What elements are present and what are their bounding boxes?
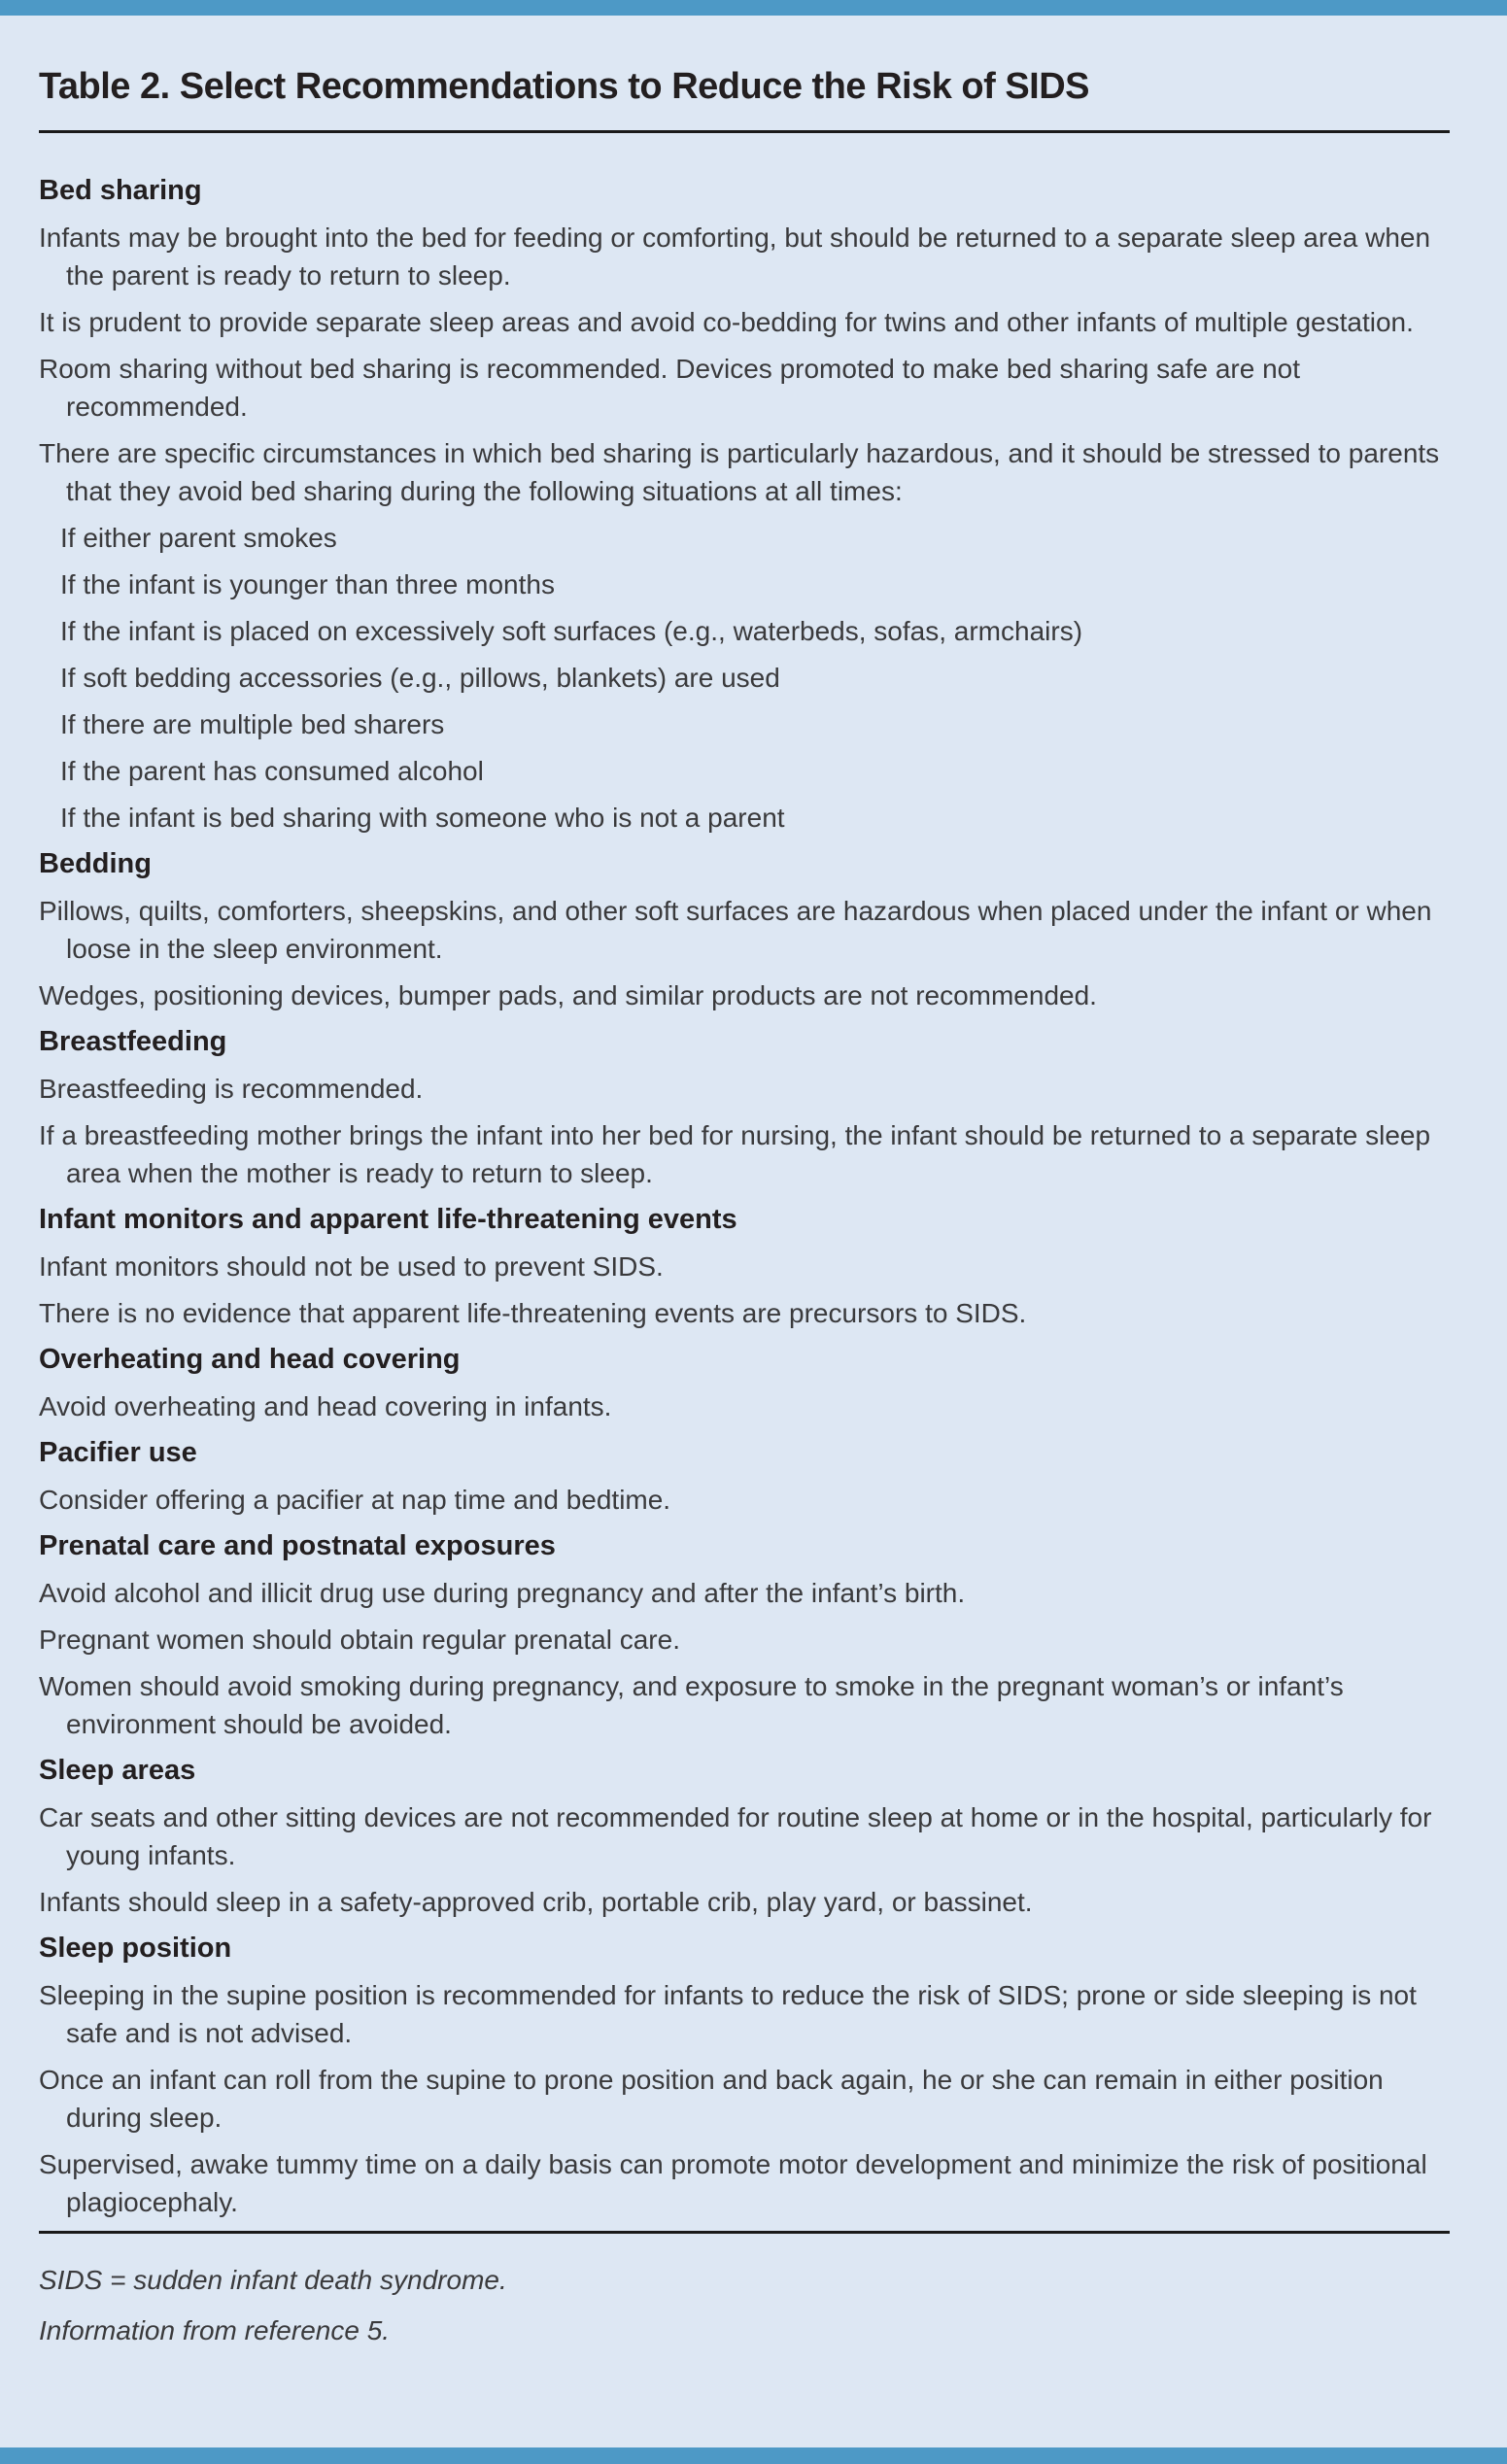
divider-rule-top [39, 130, 1450, 133]
recommendation-item: Infants should sleep in a safety-approved crib, portable crib, play yard, or bassinet. [39, 1887, 1033, 1917]
recommendation-item: Room sharing without bed sharing is recommended. Devices promoted to make bed sharing safe are not recommended. [39, 354, 1301, 422]
recommendation-item: Pillows, quilts, comforters, sheepskins, and other soft surfaces are hazardous when placed under the infant or when loose in the sleep environment. [39, 896, 1432, 964]
recommendation-item: It is prudent to provide separate sleep areas and avoid co-bedding for twins and other infants of multiple gestation. [39, 307, 1414, 337]
recommendation-item: Breastfeeding is recommended. [39, 1074, 424, 1104]
abbreviation-note: SIDS = sudden infant death syndrome. [39, 2265, 507, 2295]
recommendation-item: Avoid alcohol and illicit drug use during pregnancy and after the infant’s birth. [39, 1578, 966, 1608]
footnotes [39, 2261, 1450, 2349]
recommendation-item: Sleeping in the supine position is recommended for infants to reduce the risk of SIDS; prone or side sleeping is not safe and is not advised. [39, 1980, 1417, 2048]
recommendation-item: There are specific circumstances in which bed sharing is particularly hazardous, and it should be stressed to parents that they avoid bed sharing during the following situations at all times: [39, 438, 1440, 506]
recommendation-item: Once an infant can roll from the supine to prone position and back again, he or she can remain in either position during sleep. [39, 2065, 1384, 2133]
section-heading-prenatal-care-and-postnatal-exposures: Prenatal care and postnatal exposures [39, 1530, 556, 1561]
section-heading-pacifier-use: Pacifier use [39, 1437, 197, 1468]
section-heading-bedding: Bedding [39, 848, 152, 879]
recommendation-item: Car seats and other sitting devices are not recommended for routine sleep at home or in the hospital, particularly for young infants. [39, 1802, 1432, 1870]
recommendation-item: Infants may be brought into the bed for feeding or comforting, but should be returned to a separate sleep area when the parent is ready to return to sleep. [39, 222, 1431, 291]
condition-sub-item: If there are multiple bed sharers [60, 709, 445, 739]
section-heading-sleep-areas: Sleep areas [39, 1755, 196, 1786]
recommendation-item: Pregnant women should obtain regular prenatal care. [39, 1625, 680, 1655]
recommendation-item: If a breastfeeding mother brings the infant into her bed for nursing, the infant should be returned to a separate sleep area when the mother is ready to return to sleep. [39, 1120, 1431, 1188]
recommendation-item: Wedges, positioning devices, bumper pads, and similar products are not recommended. [39, 980, 1097, 1010]
condition-sub-item: If soft bedding accessories (e.g., pillows, blankets) are used [60, 663, 780, 693]
recommendation-item: Supervised, awake tummy time on a daily basis can promote motor development and minimize the risk of positional plagiocephaly. [39, 2149, 1427, 2217]
section-heading-sleep-position: Sleep position [39, 1933, 232, 1964]
recommendation-item: Consider offering a pacifier at nap time and bedtime. [39, 1485, 671, 1515]
recommendation-item: There is no evidence that apparent life-threatening events are precursors to SIDS. [39, 1298, 1027, 1328]
condition-sub-item: If the parent has consumed alcohol [60, 756, 484, 786]
table-body [39, 172, 1450, 2221]
condition-sub-item: If the infant is bed sharing with someone who is not a parent [60, 803, 785, 833]
recommendation-item: Avoid overheating and head covering in infants. [39, 1391, 612, 1421]
section-heading-breastfeeding: Breastfeeding [39, 1026, 227, 1057]
top-accent-bar [0, 0, 1507, 16]
condition-sub-item: If either parent smokes [60, 523, 337, 553]
section-heading-bed-sharing: Bed sharing [39, 175, 202, 206]
recommendation-item: Infant monitors should not be used to prevent SIDS. [39, 1251, 664, 1282]
section-heading-infant-monitors-and-apparent-life-threatening-events: Infant monitors and apparent life-threatening events [39, 1204, 737, 1235]
recommendation-item: Women should avoid smoking during pregnancy, and exposure to smoke in the pregnant woman’s or infant’s environment should be avoided. [39, 1671, 1344, 1739]
divider-rule-bottom [39, 2231, 1450, 2234]
section-heading-overheating-and-head-covering: Overheating and head covering [39, 1344, 461, 1375]
bottom-accent-bar [0, 2447, 1507, 2464]
table-title: Table 2. Select Recommendations to Reduce the Risk of SIDS [39, 66, 1090, 107]
source-note: Information from reference 5. [39, 2315, 391, 2345]
condition-sub-item: If the infant is placed on excessively soft surfaces (e.g., waterbeds, sofas, armchairs) [60, 616, 1083, 646]
condition-sub-item: If the infant is younger than three months [60, 569, 555, 599]
